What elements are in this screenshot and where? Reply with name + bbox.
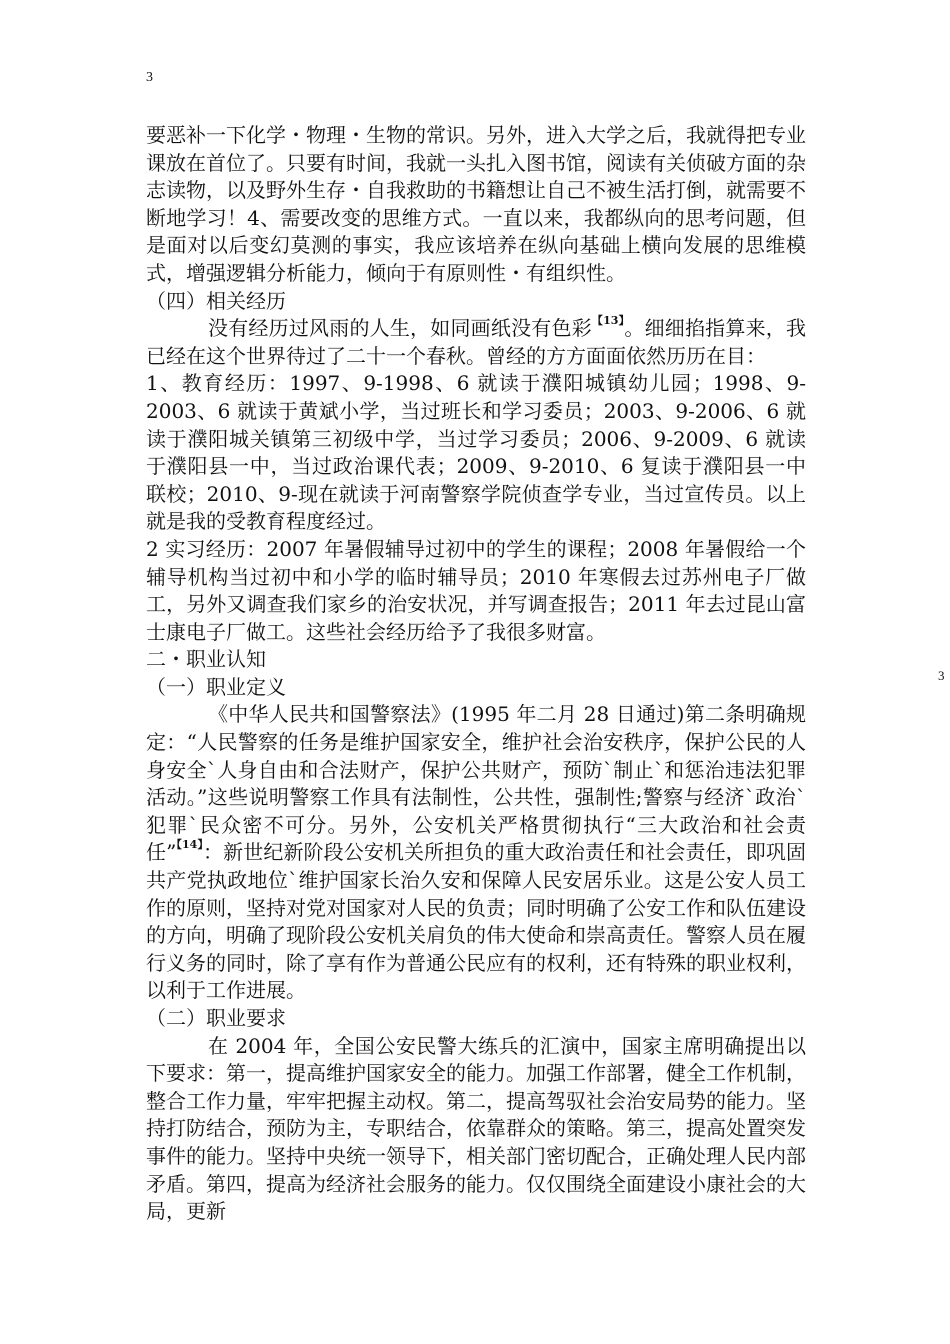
page-number-top: 3: [146, 70, 153, 85]
paragraph-text: 。细细掐指算来，我已经在这个世界待过了二十一个春秋。曾经的方方面面依然历历在目：: [146, 316, 807, 368]
paragraph-experience-intro: [146, 315, 806, 370]
document-body: [146, 122, 806, 1226]
heading-career-definition: （一）职业定义: [146, 674, 286, 699]
paragraph-text: 《中华人民共和国警察法》(1995 年二月 28 日通过)第二条明确规定：“人民警察的任务是维护国家安全，维护社会治安秩序，保护公民的人身安全`人身自由和合法财产，保护公共财产，预防`制止`和惩治违法犯罪活动。”这些说明警察工作具有法制性，公共性，强制性;警察与经济`政治`犯罪`民众密不可分。另外，公安机关严格贯彻执行“三大政治和社会责任”: [146, 702, 806, 865]
page-number-side: 3: [938, 668, 945, 683]
paragraph-police-law: [146, 701, 806, 1005]
citation-13: 【13】: [591, 314, 625, 328]
paragraph-text: 没有经历过风雨的人生，如同画纸没有色彩: [208, 316, 592, 341]
paragraph-education: 1、教育经历：1997、9-1998、6 就读于濮阳城镇幼儿园；1998、9-2003、6 就读于黄斌小学，当过班长和学习委员；2003、9-2006、6 就读于濮阳城关镇第三初级中学，当过学习委员；2006、9-2009、6 就读于濮阳县一中，当过政治课代表；2009、9-2010、6 复读于濮阳县一中联校；2010、9-现在就读于河南警察学院侦查学专业，当过宣传员。以上就是我的受教育程度经过。: [146, 371, 806, 534]
heading-career-cognition: 二・职业认知: [146, 647, 266, 672]
heading-career-requirement: （二）职业要求: [146, 1006, 286, 1030]
paragraph-text: ：新世纪新阶段公安机关所担负的重大政治责任和社会责任，即巩固共产党执政地位`维护国家长治久安和保障人民安居乐业。这是公安人员工作的原则，坚持对党对国家对人民的负责；同时明确了公安工作和队伍建设的方向，明确了现阶段公安机关肩负的伟大使命和崇高责任。警察人员在履行义务的同时，除了享有作为普通公民应有的权利，还有特殊的职业权利，以利于工作进展。: [146, 840, 806, 1003]
heading-related-experience: （四）相关经历: [146, 288, 286, 313]
paragraph-internship: 2 实习经历：2007 年暑假辅导过初中的学生的课程；2008 年暑假给一个辅导机构当过初中和小学的临时辅导员；2010 年寒假去过苏州电子厂做工，另外又调查我们家乡的治安状况，并写调查报告；2011 年去过昆山富士康电子厂做工。这些社会经历给予了我很多财富。: [146, 536, 806, 644]
paragraph-requirements: 在 2004 年，全国公安民警大练兵的汇演中，国家主席明确提出以下要求：第一，提高维护国家安全的能力。加强工作部署，健全工作机制，整合工作力量，牢牢把握主动权。第二，提高驾驭社会治安局势的能力。坚持打防结合，预防为主，专职结合，依靠群众的策略。第三，提高处置突发事件的能力。坚持中央统一领导下，相关部门密切配合，正确处理人民内部矛盾。第四，提高为经济社会服务的能力。仅仅围绕全面建设小康社会的大局，更新: [146, 1033, 806, 1224]
paragraph-study-plan: 要恶补一下化学・物理・生物的常识。另外，进入大学之后，我就得把专业课放在首位了。只要有时间，我就一头扎入图书馆，阅读有关侦破方面的杂志读物，以及野外生存・自我救助的书籍想让自己不被生活打倒，就需要不断地学习！4、需要改变的思维方式。一直以来，我都纵向的思考问题，但是面对以后变幻莫测的事实，我应该培养在纵向基础上横向发展的思维模式，增强逻辑分析能力，倾向于有原则性・有组织性。: [146, 123, 806, 285]
citation-14: 【14】: [176, 838, 204, 852]
